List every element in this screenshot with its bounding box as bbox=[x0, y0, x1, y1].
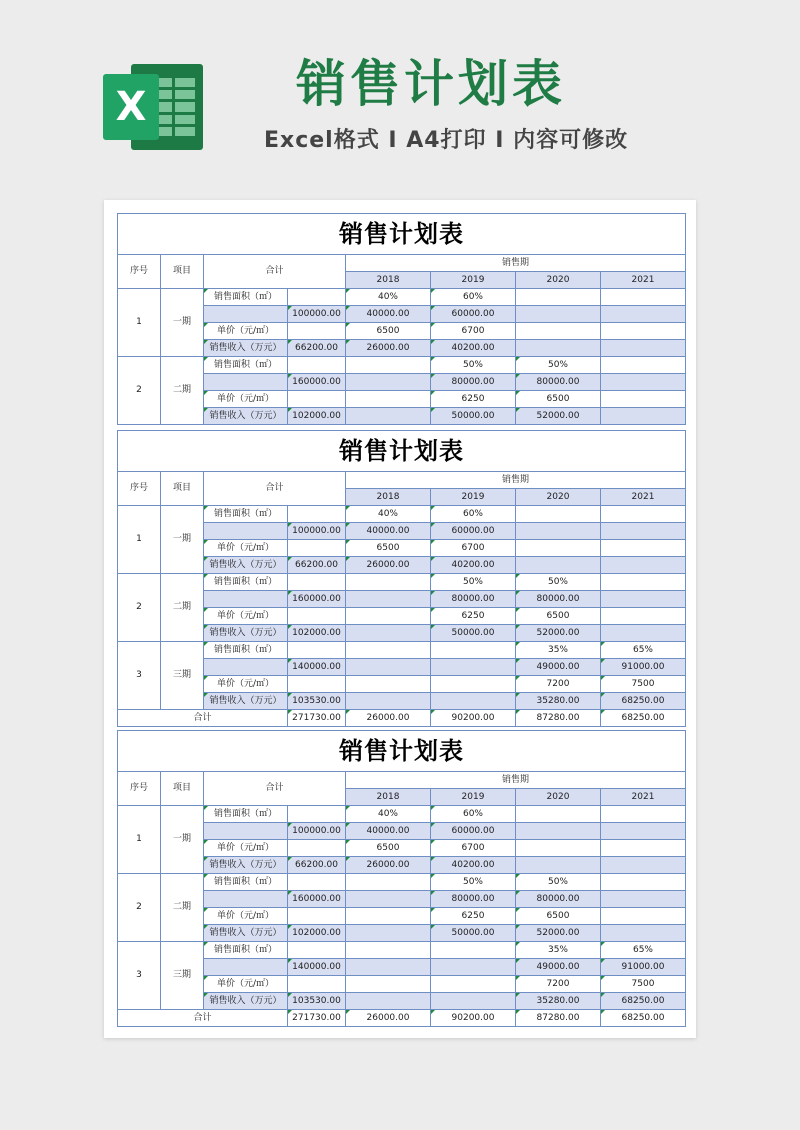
row-label[interactable]: 销售面积（㎡） bbox=[204, 506, 288, 523]
row-label[interactable]: 销售面积（㎡） bbox=[204, 942, 288, 959]
footer-total[interactable]: 271730.00 bbox=[288, 710, 346, 727]
value-cell[interactable] bbox=[601, 374, 686, 391]
row-total[interactable] bbox=[288, 874, 346, 891]
group-name[interactable]: 二期 bbox=[161, 574, 204, 642]
row-total[interactable]: 100000.00 bbox=[288, 823, 346, 840]
value-cell[interactable]: 50000.00 bbox=[431, 625, 516, 642]
excel-logo-icon bbox=[103, 58, 203, 154]
total-row bbox=[118, 1010, 686, 1027]
header-year[interactable]: 2021 bbox=[601, 789, 686, 806]
header-year[interactable]: 2020 bbox=[516, 272, 601, 289]
value-cell[interactable] bbox=[346, 693, 431, 710]
value-cell[interactable]: 50% bbox=[516, 874, 601, 891]
value-cell[interactable]: 26000.00 bbox=[346, 857, 431, 874]
footer-value[interactable]: 87280.00 bbox=[516, 710, 601, 727]
value-cell[interactable] bbox=[601, 806, 686, 823]
value-cell[interactable]: 60000.00 bbox=[431, 523, 516, 540]
header-year[interactable]: 2019 bbox=[431, 789, 516, 806]
row-total[interactable] bbox=[288, 608, 346, 625]
table-row bbox=[118, 608, 686, 625]
row-label[interactable]: 销售面积（㎡） bbox=[204, 874, 288, 891]
value-cell[interactable] bbox=[516, 306, 601, 323]
value-cell[interactable]: 6500 bbox=[346, 323, 431, 340]
sales-plan-table-2 bbox=[117, 430, 686, 727]
row-label[interactable]: 销售面积（㎡） bbox=[204, 574, 288, 591]
value-cell[interactable] bbox=[601, 306, 686, 323]
value-cell[interactable] bbox=[516, 840, 601, 857]
value-cell[interactable] bbox=[601, 408, 686, 425]
value-cell[interactable]: 91000.00 bbox=[601, 659, 686, 676]
table-row bbox=[118, 340, 686, 357]
table-row bbox=[118, 289, 686, 306]
row-total[interactable]: 66200.00 bbox=[288, 557, 346, 574]
value-cell[interactable]: 7500 bbox=[601, 976, 686, 993]
value-cell[interactable]: 6700 bbox=[431, 840, 516, 857]
value-cell[interactable] bbox=[346, 959, 431, 976]
group-name[interactable]: 三期 bbox=[161, 942, 204, 1010]
row-total[interactable]: 100000.00 bbox=[288, 523, 346, 540]
value-cell[interactable]: 40% bbox=[346, 806, 431, 823]
row-total[interactable] bbox=[288, 540, 346, 557]
value-cell[interactable] bbox=[601, 540, 686, 557]
value-cell[interactable]: 6500 bbox=[516, 908, 601, 925]
table-row bbox=[118, 891, 686, 908]
row-total[interactable]: 160000.00 bbox=[288, 891, 346, 908]
footer-value[interactable]: 68250.00 bbox=[601, 710, 686, 727]
value-cell[interactable]: 80000.00 bbox=[431, 891, 516, 908]
value-cell[interactable]: 35280.00 bbox=[516, 993, 601, 1010]
value-cell[interactable]: 60000.00 bbox=[431, 823, 516, 840]
footer-value[interactable]: 90200.00 bbox=[431, 1010, 516, 1027]
value-cell[interactable]: 40200.00 bbox=[431, 340, 516, 357]
value-cell[interactable]: 80000.00 bbox=[431, 374, 516, 391]
group-seq[interactable]: 2 bbox=[118, 574, 161, 642]
row-total[interactable] bbox=[288, 840, 346, 857]
table-row bbox=[118, 925, 686, 942]
row-label[interactable]: 销售收入（万元） bbox=[204, 340, 288, 357]
group-seq[interactable]: 2 bbox=[118, 357, 161, 425]
value-cell[interactable]: 35280.00 bbox=[516, 693, 601, 710]
value-cell[interactable]: 40200.00 bbox=[431, 557, 516, 574]
row-label[interactable]: 单价（元/㎡） bbox=[204, 608, 288, 625]
total-row bbox=[118, 710, 686, 727]
value-cell[interactable]: 6250 bbox=[431, 391, 516, 408]
table-row bbox=[118, 806, 686, 823]
table-row bbox=[118, 306, 686, 323]
table-row bbox=[118, 693, 686, 710]
value-cell[interactable]: 80000.00 bbox=[516, 591, 601, 608]
value-cell[interactable] bbox=[516, 523, 601, 540]
value-cell[interactable]: 40200.00 bbox=[431, 857, 516, 874]
value-cell[interactable]: 65% bbox=[601, 642, 686, 659]
table-row bbox=[118, 874, 686, 891]
value-cell[interactable]: 60% bbox=[431, 289, 516, 306]
value-cell[interactable]: 35% bbox=[516, 942, 601, 959]
table-row bbox=[118, 523, 686, 540]
table-row bbox=[118, 408, 686, 425]
value-cell[interactable]: 40% bbox=[346, 506, 431, 523]
row-label[interactable]: 销售面积（㎡） bbox=[204, 806, 288, 823]
value-cell[interactable] bbox=[346, 625, 431, 642]
header-year[interactable]: 2020 bbox=[516, 489, 601, 506]
value-cell[interactable] bbox=[516, 506, 601, 523]
value-cell[interactable] bbox=[601, 608, 686, 625]
value-cell[interactable]: 6250 bbox=[431, 908, 516, 925]
value-cell[interactable] bbox=[516, 857, 601, 874]
row-label[interactable]: 销售收入（万元） bbox=[204, 408, 288, 425]
value-cell[interactable]: 50000.00 bbox=[431, 925, 516, 942]
table-row bbox=[118, 659, 686, 676]
value-cell[interactable] bbox=[346, 676, 431, 693]
row-label[interactable] bbox=[204, 959, 288, 976]
value-cell[interactable] bbox=[601, 557, 686, 574]
value-cell[interactable]: 6700 bbox=[431, 323, 516, 340]
value-cell[interactable]: 80000.00 bbox=[516, 374, 601, 391]
header-sales-period[interactable]: 销售期 bbox=[346, 772, 686, 789]
value-cell[interactable] bbox=[346, 574, 431, 591]
value-cell[interactable]: 40% bbox=[346, 289, 431, 306]
value-cell[interactable]: 60% bbox=[431, 506, 516, 523]
table-row bbox=[118, 993, 686, 1010]
value-cell[interactable] bbox=[601, 925, 686, 942]
value-cell[interactable]: 26000.00 bbox=[346, 340, 431, 357]
value-cell[interactable]: 35% bbox=[516, 642, 601, 659]
table-row bbox=[118, 857, 686, 874]
value-cell[interactable] bbox=[601, 340, 686, 357]
table-row bbox=[118, 642, 686, 659]
value-cell[interactable]: 40000.00 bbox=[346, 523, 431, 540]
value-cell[interactable]: 26000.00 bbox=[346, 557, 431, 574]
value-cell[interactable] bbox=[601, 523, 686, 540]
header-year[interactable]: 2020 bbox=[516, 789, 601, 806]
group-seq[interactable]: 1 bbox=[118, 506, 161, 574]
value-cell[interactable]: 7500 bbox=[601, 676, 686, 693]
value-cell[interactable] bbox=[516, 557, 601, 574]
footer-label[interactable]: 合计 bbox=[118, 710, 288, 727]
value-cell[interactable]: 80000.00 bbox=[431, 591, 516, 608]
header-seq[interactable]: 序号 bbox=[118, 772, 161, 806]
group-seq[interactable]: 1 bbox=[118, 289, 161, 357]
row-total[interactable]: 102000.00 bbox=[288, 925, 346, 942]
row-total[interactable]: 140000.00 bbox=[288, 959, 346, 976]
row-label[interactable]: 销售收入（万元） bbox=[204, 693, 288, 710]
table-row bbox=[118, 908, 686, 925]
row-label[interactable]: 销售收入（万元） bbox=[204, 925, 288, 942]
value-cell[interactable]: 49000.00 bbox=[516, 659, 601, 676]
group-name[interactable]: 二期 bbox=[161, 874, 204, 942]
row-total[interactable] bbox=[288, 642, 346, 659]
value-cell[interactable] bbox=[346, 993, 431, 1010]
value-cell[interactable] bbox=[516, 340, 601, 357]
value-cell[interactable] bbox=[431, 693, 516, 710]
value-cell[interactable] bbox=[346, 908, 431, 925]
row-label[interactable] bbox=[204, 374, 288, 391]
table-row bbox=[118, 557, 686, 574]
value-cell[interactable]: 7200 bbox=[516, 976, 601, 993]
header-sales-period[interactable]: 销售期 bbox=[346, 255, 686, 272]
value-cell[interactable]: 40000.00 bbox=[346, 823, 431, 840]
value-cell[interactable]: 60000.00 bbox=[431, 306, 516, 323]
row-total[interactable] bbox=[288, 574, 346, 591]
row-total[interactable]: 66200.00 bbox=[288, 340, 346, 357]
row-label[interactable]: 单价（元/㎡） bbox=[204, 676, 288, 693]
row-total[interactable] bbox=[288, 676, 346, 693]
hero-title: 销售计划表 bbox=[296, 55, 566, 113]
group-name[interactable]: 三期 bbox=[161, 642, 204, 710]
sales-plan-table-1 bbox=[117, 213, 686, 425]
table-row bbox=[118, 540, 686, 557]
value-cell[interactable] bbox=[601, 574, 686, 591]
row-total[interactable]: 100000.00 bbox=[288, 306, 346, 323]
row-total[interactable]: 102000.00 bbox=[288, 408, 346, 425]
header-sales-period[interactable]: 销售期 bbox=[346, 472, 686, 489]
value-cell[interactable] bbox=[431, 959, 516, 976]
value-cell[interactable]: 50% bbox=[431, 357, 516, 374]
row-total[interactable] bbox=[288, 806, 346, 823]
row-label[interactable]: 单价（元/㎡） bbox=[204, 323, 288, 340]
group-name[interactable]: 一期 bbox=[161, 506, 204, 574]
row-label[interactable] bbox=[204, 823, 288, 840]
group-seq[interactable]: 3 bbox=[118, 942, 161, 1010]
header-item[interactable]: 项目 bbox=[161, 255, 204, 289]
value-cell[interactable] bbox=[346, 642, 431, 659]
value-cell[interactable] bbox=[346, 374, 431, 391]
row-total[interactable] bbox=[288, 323, 346, 340]
value-cell[interactable]: 60% bbox=[431, 806, 516, 823]
group-name[interactable]: 二期 bbox=[161, 357, 204, 425]
header-year[interactable]: 2019 bbox=[431, 272, 516, 289]
value-cell[interactable] bbox=[601, 625, 686, 642]
table-row bbox=[118, 374, 686, 391]
row-label[interactable]: 单价（元/㎡） bbox=[204, 540, 288, 557]
table-title[interactable]: 销售计划表 bbox=[118, 214, 686, 255]
value-cell[interactable] bbox=[431, 659, 516, 676]
value-cell[interactable]: 6500 bbox=[346, 840, 431, 857]
value-cell[interactable] bbox=[431, 942, 516, 959]
value-cell[interactable] bbox=[346, 976, 431, 993]
logo-letter: X bbox=[103, 74, 159, 140]
group-seq[interactable]: 2 bbox=[118, 874, 161, 942]
header-year[interactable]: 2021 bbox=[601, 489, 686, 506]
value-cell[interactable]: 52000.00 bbox=[516, 408, 601, 425]
footer-label[interactable]: 合计 bbox=[118, 1010, 288, 1027]
row-label[interactable]: 销售面积（㎡） bbox=[204, 289, 288, 306]
row-label[interactable]: 销售面积（㎡） bbox=[204, 642, 288, 659]
table-title[interactable]: 销售计划表 bbox=[118, 731, 686, 772]
value-cell[interactable] bbox=[516, 289, 601, 306]
row-label[interactable] bbox=[204, 659, 288, 676]
row-total[interactable]: 103530.00 bbox=[288, 993, 346, 1010]
value-cell[interactable]: 49000.00 bbox=[516, 959, 601, 976]
value-cell[interactable]: 52000.00 bbox=[516, 925, 601, 942]
value-cell[interactable] bbox=[346, 408, 431, 425]
value-cell[interactable] bbox=[601, 857, 686, 874]
value-cell[interactable] bbox=[346, 925, 431, 942]
value-cell[interactable] bbox=[601, 891, 686, 908]
value-cell[interactable] bbox=[346, 942, 431, 959]
header-total[interactable]: 合计 bbox=[204, 472, 346, 506]
value-cell[interactable]: 65% bbox=[601, 942, 686, 959]
table-row bbox=[118, 323, 686, 340]
value-cell[interactable] bbox=[346, 391, 431, 408]
table-row bbox=[118, 823, 686, 840]
footer-total[interactable]: 271730.00 bbox=[288, 1010, 346, 1027]
value-cell[interactable] bbox=[431, 676, 516, 693]
row-total[interactable] bbox=[288, 908, 346, 925]
row-label[interactable]: 销售收入（万元） bbox=[204, 625, 288, 642]
value-cell[interactable] bbox=[601, 823, 686, 840]
value-cell[interactable]: 68250.00 bbox=[601, 993, 686, 1010]
table-row bbox=[118, 959, 686, 976]
footer-value[interactable]: 90200.00 bbox=[431, 710, 516, 727]
value-cell[interactable] bbox=[601, 908, 686, 925]
row-total[interactable] bbox=[288, 357, 346, 374]
value-cell[interactable] bbox=[601, 289, 686, 306]
value-cell[interactable]: 6250 bbox=[431, 608, 516, 625]
header-year[interactable]: 2019 bbox=[431, 489, 516, 506]
table-row bbox=[118, 574, 686, 591]
value-cell[interactable] bbox=[601, 591, 686, 608]
footer-value[interactable]: 87280.00 bbox=[516, 1010, 601, 1027]
table-title[interactable]: 销售计划表 bbox=[118, 431, 686, 472]
header-year[interactable]: 2018 bbox=[346, 272, 431, 289]
value-cell[interactable] bbox=[431, 993, 516, 1010]
value-cell[interactable] bbox=[431, 976, 516, 993]
value-cell[interactable] bbox=[516, 823, 601, 840]
header-year[interactable]: 2021 bbox=[601, 272, 686, 289]
row-label[interactable] bbox=[204, 306, 288, 323]
value-cell[interactable]: 50000.00 bbox=[431, 408, 516, 425]
value-cell[interactable]: 6500 bbox=[516, 608, 601, 625]
value-cell[interactable]: 6500 bbox=[346, 540, 431, 557]
table-row bbox=[118, 591, 686, 608]
value-cell[interactable] bbox=[601, 840, 686, 857]
value-cell[interactable]: 50% bbox=[516, 357, 601, 374]
value-cell[interactable] bbox=[346, 357, 431, 374]
sales-plan-table-3 bbox=[117, 730, 686, 1027]
header-total[interactable]: 合计 bbox=[204, 772, 346, 806]
table-row bbox=[118, 506, 686, 523]
header-item[interactable]: 项目 bbox=[161, 772, 204, 806]
row-label[interactable] bbox=[204, 591, 288, 608]
footer-value[interactable]: 68250.00 bbox=[601, 1010, 686, 1027]
value-cell[interactable]: 40000.00 bbox=[346, 306, 431, 323]
row-total[interactable] bbox=[288, 976, 346, 993]
group-seq[interactable]: 1 bbox=[118, 806, 161, 874]
hero-subtitle: Excel格式 I A4打印 I 内容可修改 bbox=[264, 128, 629, 153]
row-total[interactable]: 102000.00 bbox=[288, 625, 346, 642]
value-cell[interactable] bbox=[601, 323, 686, 340]
row-label[interactable] bbox=[204, 891, 288, 908]
row-label[interactable]: 销售收入（万元） bbox=[204, 557, 288, 574]
value-cell[interactable] bbox=[601, 391, 686, 408]
row-total[interactable]: 140000.00 bbox=[288, 659, 346, 676]
table-row bbox=[118, 357, 686, 374]
header-year[interactable]: 2018 bbox=[346, 789, 431, 806]
value-cell[interactable] bbox=[601, 506, 686, 523]
header-total[interactable]: 合计 bbox=[204, 255, 346, 289]
header-seq[interactable]: 序号 bbox=[118, 472, 161, 506]
row-total[interactable]: 160000.00 bbox=[288, 374, 346, 391]
value-cell[interactable]: 50% bbox=[431, 874, 516, 891]
row-total[interactable] bbox=[288, 506, 346, 523]
value-cell[interactable]: 68250.00 bbox=[601, 693, 686, 710]
value-cell[interactable] bbox=[516, 540, 601, 557]
value-cell[interactable]: 50% bbox=[431, 574, 516, 591]
value-cell[interactable]: 7200 bbox=[516, 676, 601, 693]
value-cell[interactable] bbox=[346, 659, 431, 676]
row-total[interactable]: 66200.00 bbox=[288, 857, 346, 874]
footer-value[interactable]: 26000.00 bbox=[346, 710, 431, 727]
value-cell[interactable] bbox=[431, 642, 516, 659]
value-cell[interactable]: 50% bbox=[516, 574, 601, 591]
value-cell[interactable]: 91000.00 bbox=[601, 959, 686, 976]
value-cell[interactable]: 6700 bbox=[431, 540, 516, 557]
group-name[interactable]: 一期 bbox=[161, 806, 204, 874]
header-item[interactable]: 项目 bbox=[161, 472, 204, 506]
row-total[interactable] bbox=[288, 942, 346, 959]
value-cell[interactable] bbox=[346, 874, 431, 891]
footer-value[interactable]: 26000.00 bbox=[346, 1010, 431, 1027]
value-cell[interactable] bbox=[346, 591, 431, 608]
row-label[interactable]: 销售面积（㎡） bbox=[204, 357, 288, 374]
header-year[interactable]: 2018 bbox=[346, 489, 431, 506]
row-label[interactable]: 单价（元/㎡） bbox=[204, 840, 288, 857]
group-seq[interactable]: 3 bbox=[118, 642, 161, 710]
row-label[interactable]: 单价（元/㎡） bbox=[204, 908, 288, 925]
header-seq[interactable]: 序号 bbox=[118, 255, 161, 289]
row-label[interactable] bbox=[204, 523, 288, 540]
table-row bbox=[118, 676, 686, 693]
row-total[interactable]: 103530.00 bbox=[288, 693, 346, 710]
group-name[interactable]: 一期 bbox=[161, 289, 204, 357]
table-row bbox=[118, 942, 686, 959]
row-total[interactable] bbox=[288, 289, 346, 306]
table-row bbox=[118, 976, 686, 993]
value-cell[interactable]: 6500 bbox=[516, 391, 601, 408]
row-label[interactable]: 销售收入（万元） bbox=[204, 993, 288, 1010]
row-label[interactable]: 单价（元/㎡） bbox=[204, 976, 288, 993]
table-row bbox=[118, 840, 686, 857]
row-label[interactable]: 单价（元/㎡） bbox=[204, 391, 288, 408]
value-cell[interactable] bbox=[601, 357, 686, 374]
table-row bbox=[118, 391, 686, 408]
value-cell[interactable]: 80000.00 bbox=[516, 891, 601, 908]
value-cell[interactable] bbox=[601, 874, 686, 891]
row-total[interactable] bbox=[288, 391, 346, 408]
row-total[interactable]: 160000.00 bbox=[288, 591, 346, 608]
row-label[interactable]: 销售收入（万元） bbox=[204, 857, 288, 874]
value-cell[interactable] bbox=[346, 608, 431, 625]
value-cell[interactable] bbox=[346, 891, 431, 908]
value-cell[interactable] bbox=[516, 323, 601, 340]
table-row bbox=[118, 625, 686, 642]
value-cell[interactable] bbox=[516, 806, 601, 823]
value-cell[interactable]: 52000.00 bbox=[516, 625, 601, 642]
